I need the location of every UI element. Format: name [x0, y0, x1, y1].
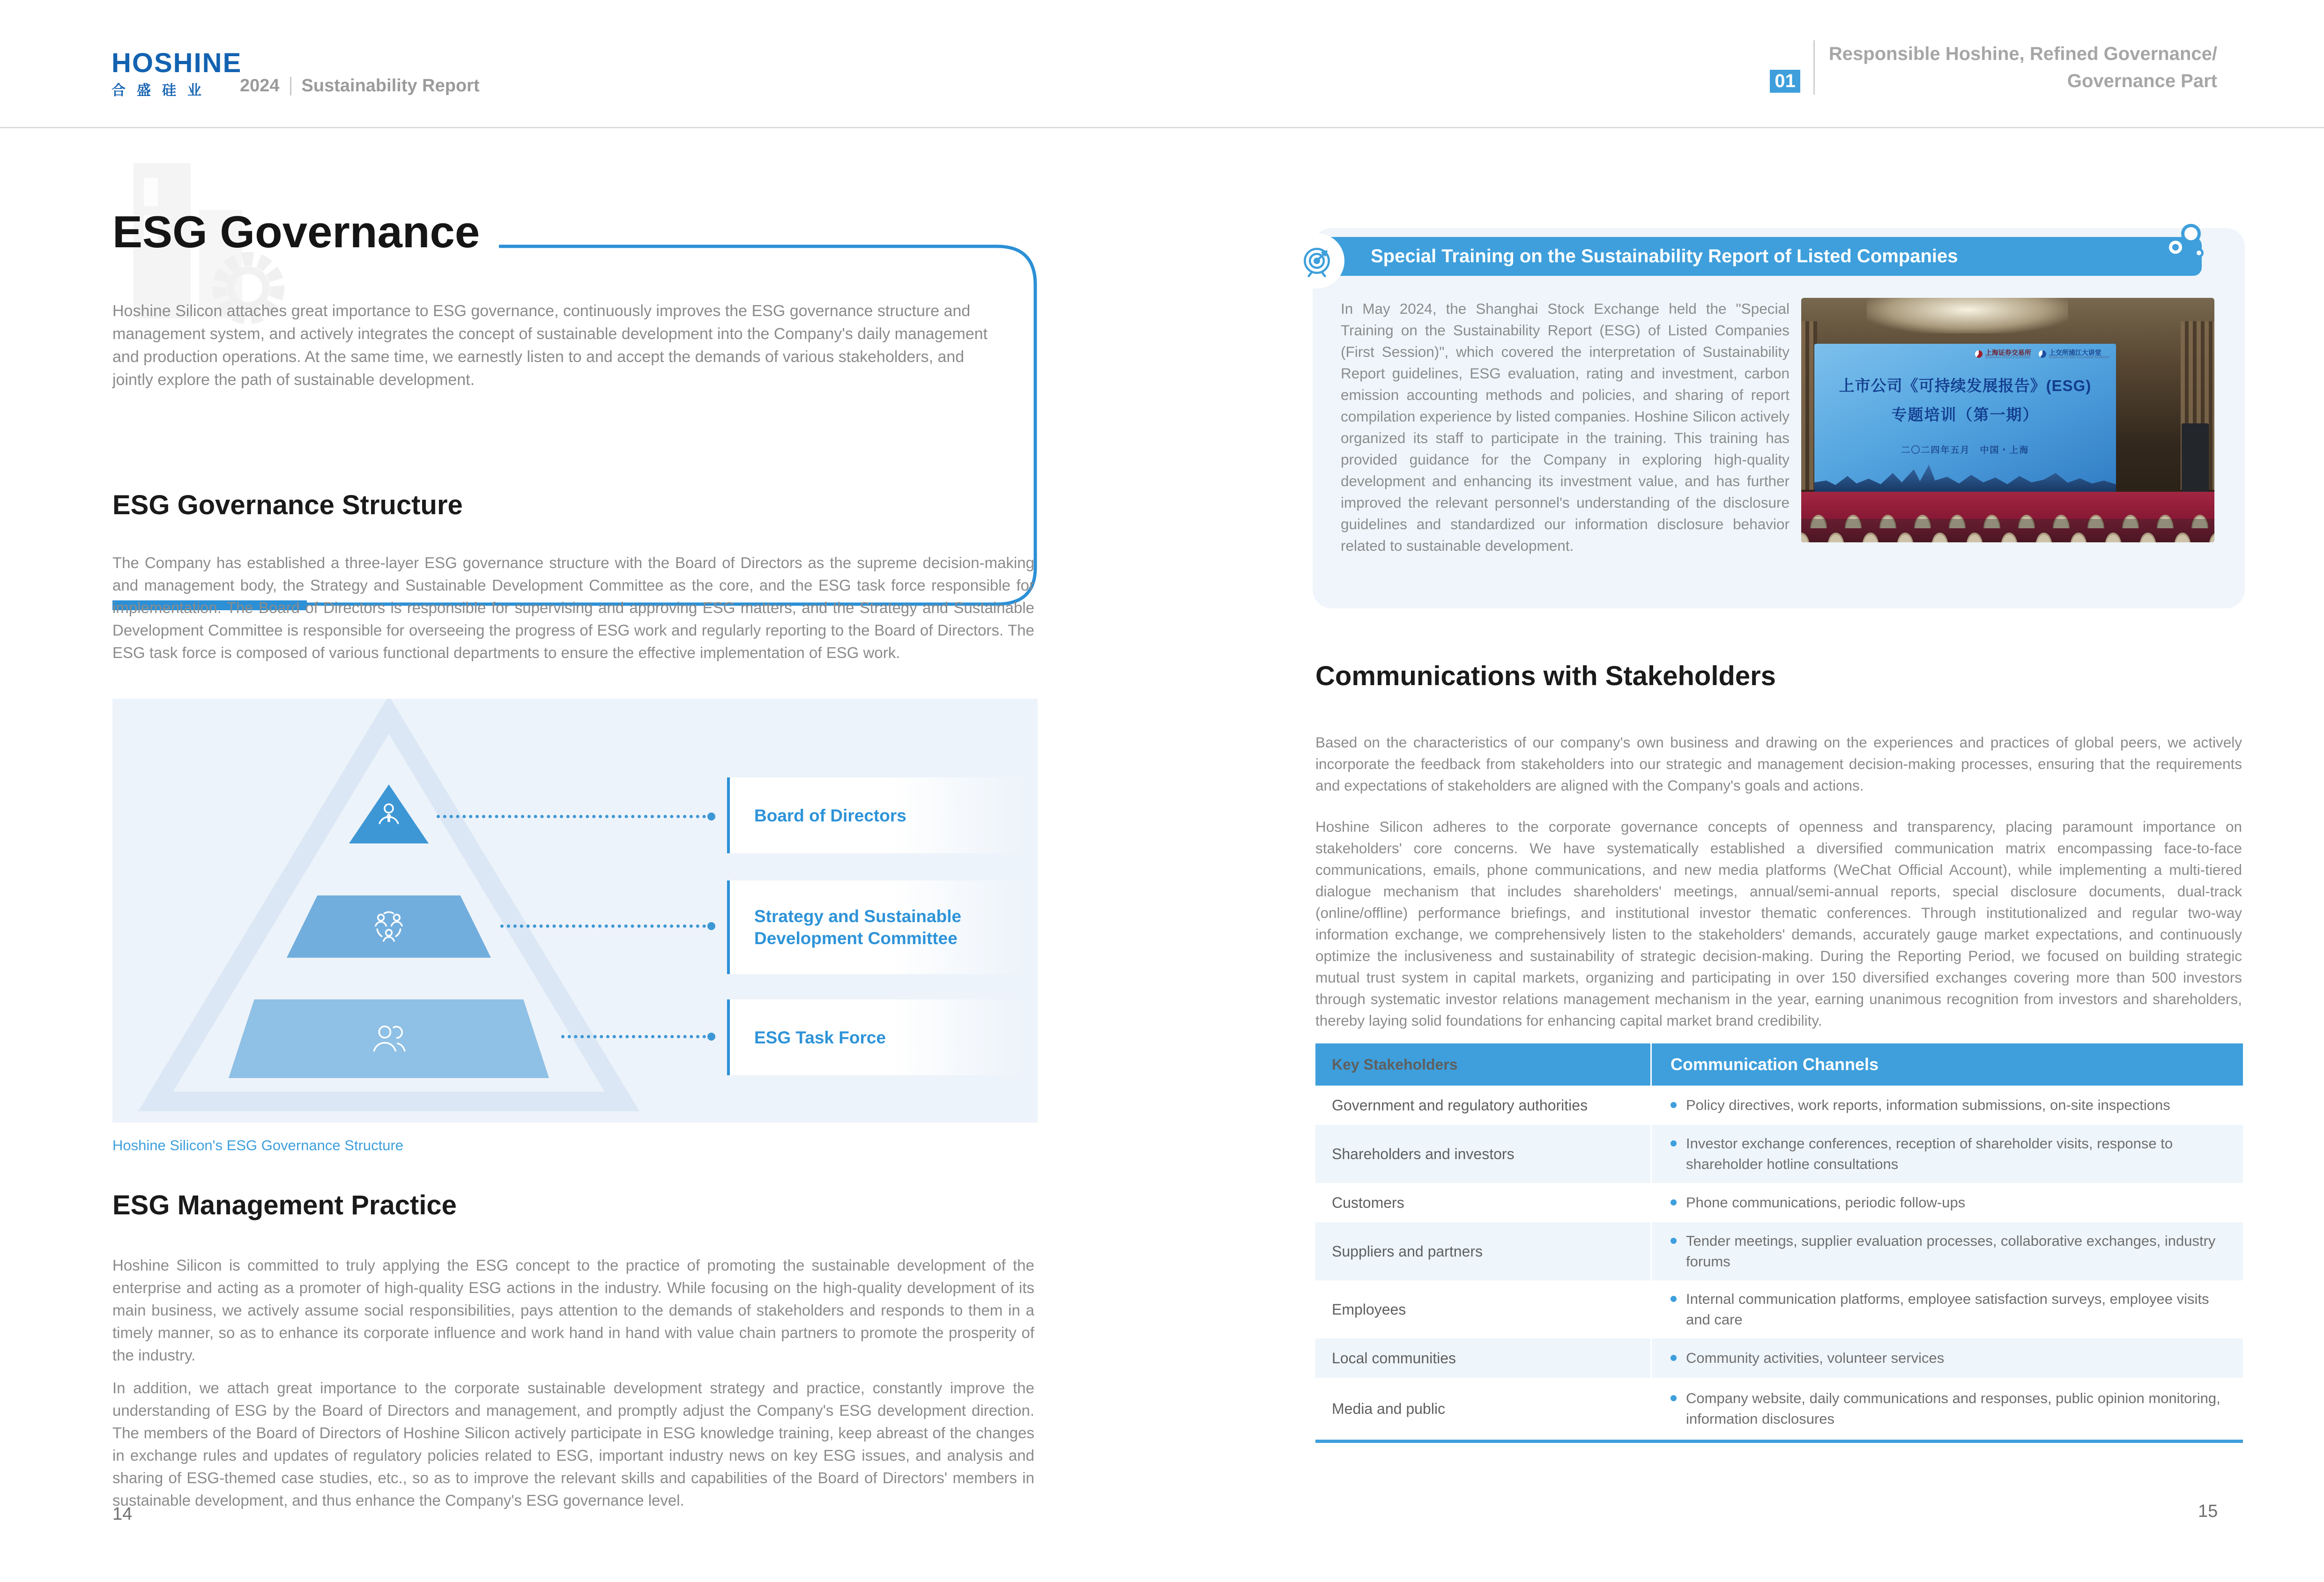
chandelier: [1867, 298, 2068, 333]
person-icon: [374, 799, 404, 829]
connector-line-board: [437, 815, 706, 818]
intro-paragraph: Hoshine Silicon attaches great importance to ESG governance, continuously improves the ESG governance structure and management system, and actively integrates the concept of sustainable development into the Company's daily management and production operations. At the same time, we earnestly listen to and accept the demands of various stakeholders, and jointly explore the path of sustainable development.: [112, 302, 988, 389]
hoshine-logo: [111, 50, 242, 99]
screen-title-line1: 上市公司《可持续发展报告》(ESG): [1839, 377, 2092, 394]
bullet-icon: [1671, 1355, 1677, 1361]
sse-logo: [1975, 349, 2031, 359]
sse-academy-logo: [2039, 349, 2109, 359]
chapter-divider: [1813, 40, 1815, 95]
stakeholder-cell: Government and regulatory authorities: [1332, 1096, 1588, 1114]
communications-paragraph1: Based on the characteristics of our company's own business and drawing on the experiences and practices of global peers, we actively incorporate the feedback from stakeholders into our strategic and management decision-making processes, ensuring that the requirements and expectations of stakeholders are aligned with the Company's goals and actions.: [1315, 734, 2242, 794]
sse-academy-logo-en: SHANGHAI STOCK EXCHANGE ACADEMY: [2049, 356, 2109, 359]
table-row: [1315, 1125, 2243, 1183]
logo-wordmark: HOSHINE: [111, 48, 242, 78]
connector-line-taskforce: [561, 1035, 706, 1038]
table-row: [1315, 1086, 2243, 1125]
bullet-icon: [1671, 1296, 1677, 1302]
decorative-circle-ring: [2169, 241, 2182, 254]
label-board-of-directors: Board of Directors: [727, 777, 1024, 853]
report-meta: [240, 76, 480, 96]
stakeholder-cell: Suppliers and partners: [1332, 1242, 1483, 1260]
governance-structure-paragraph: The Company has established a three-layer ESG governance structure with the Board of Directors as the supreme decision-making and management body, the Strategy and Sustainable Development Committee as the core, and the ESG task force responsible for implementation. The Board of Directors is responsible for supervising and approving ESG matters, and the Strategy and Sustainable Development Committee is responsible for overseeing the progress of ESG work and regularly reporting to the Board of Directors. The ESG task force is composed of various functional departments to ensure the effective implementation of ESG work.: [112, 554, 1034, 661]
channels-cell: Investor exchange conferences, reception of shareholder visits, response to shareholder hotline consultations: [1686, 1135, 2173, 1172]
screen-title-line2: 专题培训（第一期）: [1891, 406, 2039, 423]
bullet-icon: [1671, 1395, 1677, 1401]
stakeholder-table: [1315, 1043, 2243, 1443]
connector-line-committee: [500, 924, 706, 928]
chapter-title-line1: Responsible Hoshine, Refined Governance/: [1828, 44, 2217, 64]
sse-academy-logo-cn: 上交所浦江大讲堂: [2049, 349, 2101, 356]
logo-chinese: 合盛硅业: [111, 83, 213, 98]
training-photo: [1801, 298, 2214, 542]
stakeholder-cell: Employees: [1332, 1301, 1406, 1318]
meta-divider: [290, 77, 291, 96]
channels-cell: Community activities, volunteer services: [1686, 1350, 1945, 1366]
table-header-channels: Communication Channels: [1671, 1055, 1879, 1074]
report-year: 2024: [240, 76, 280, 96]
table-row: [1315, 1222, 2243, 1280]
channels-cell: Phone communications, periodic follow-ups: [1686, 1194, 1966, 1211]
channels-cell: Company website, daily communications and responses, public opinion monitoring, information disclosures: [1686, 1390, 2220, 1427]
table-row: [1315, 1280, 2243, 1338]
sse-logo-cn: 上海证券交易所: [1985, 349, 2031, 356]
chapter-header: [1770, 40, 2217, 95]
channels-cell: Policy directives, work reports, information submissions, on-site inspections: [1686, 1097, 2170, 1113]
page-title: ESG Governance: [112, 207, 480, 257]
sse-logo-en: SHANGHAI STOCK EXCHANGE: [1985, 356, 2030, 359]
training-card-title: Special Training on the Sustainability Report of Listed Companies: [1371, 246, 1958, 266]
stakeholder-cell: Customers: [1332, 1194, 1404, 1211]
report-title: Sustainability Report: [301, 76, 480, 96]
training-card-header: [1311, 237, 2202, 276]
channels-cell: Tender meetings, supplier evaluation processes, collaborative exchanges, industry forums: [1686, 1233, 2216, 1270]
chapter-title-line2: Governance Part: [2067, 71, 2217, 91]
chapter-title: [1829, 40, 2217, 95]
table-header-stakeholders: Key Stakeholders: [1332, 1056, 1458, 1073]
screen-date-line: 二〇二四年五月 中国・上海: [1901, 445, 2029, 455]
decorative-circle-small: [2194, 248, 2204, 258]
stakeholder-cell: Local communities: [1332, 1349, 1456, 1367]
team-icon: [368, 906, 410, 948]
diagram-caption: Hoshine Silicon's ESG Governance Structure: [112, 1137, 404, 1153]
bullet-icon: [1671, 1140, 1677, 1146]
group-icon: [367, 1017, 410, 1060]
channels-cell: Internal communication platforms, employee satisfaction surveys, employee visits and care: [1686, 1291, 2209, 1328]
bullet-icon: [1671, 1199, 1677, 1205]
chair-row-front: [1801, 519, 2214, 542]
screen-logos: [1975, 349, 2109, 359]
section-heading-governance-structure: ESG Governance Structure: [112, 490, 463, 520]
management-practice-paragraph1: Hoshine Silicon is committed to truly applying the ESG concept to the practice of promoting the sustainable development of the enterprise and acting as a promoter of high-quality ESG actions in the industry. While focusing on the high-quality development of its main business, we actively assume social responsibilities, pays attention to the demands of stakeholders and responds to them in a timely manner, so as to enhance its corporate influence and work hand in hand with value chain partners to promote the prosperity of the industry.: [112, 1257, 1034, 1364]
bullet-icon: [1671, 1102, 1677, 1108]
esg-structure-diagram: [112, 699, 1038, 1123]
section-heading-management-practice: ESG Management Practice: [112, 1190, 457, 1220]
header-rule: [0, 127, 2324, 128]
decorative-circle-large: [2181, 224, 2201, 244]
section-heading-communications: Communications with Stakeholders: [1315, 661, 1776, 691]
chapter-number-badge: 01: [1770, 70, 1800, 93]
label-strategy-committee: Strategy and Sustainable Development Committee: [727, 880, 1024, 974]
management-practice-paragraph2: In addition, we attach great importance to the corporate sustainable development strategy and practice, constantly improve the understanding of ESG by the Board of Directors and management, and promptly adjust the Company's ESG development direction. The members of the Board of Directors of Hoshine Silicon actively participate in ESG knowledge training, keep abreast of the changes in exchange rules and updates of regulatory policies related to ESG, important industry news on key ESG issues, and analysis and sharing of ESG-themed case studies, etc., so as to improve the relevant skills and capabilities of the Board of Directors' members in sustainable development, and thus enhance the Company's ESG governance level.: [112, 1379, 1034, 1509]
led-screen: [1814, 344, 2116, 499]
stakeholder-cell: Media and public: [1332, 1400, 1445, 1417]
pyramid-level-committee: [287, 895, 491, 958]
table-row: [1315, 1378, 2243, 1440]
target-icon: [1299, 244, 1334, 278]
training-card-body: In May 2024, the Shanghai Stock Exchange held the "Special Training on the Sustainability Report (ESG) of Listed Companies (First Session)", which covered the interpretation of Sustainability Report guidelines, ESG evaluation, rating and investment, carbon emission accounting methods and policies, and sharing of report compilation experience by listed companies. Hoshine Silicon actively organized its staff to participate in the training. This training has provided guidance for the Company in exploring high-quality development and enhancing its investment value, and has further improved the relevant personnel's understanding of the disclosure guidelines and standardized our information disclosure behavior related to sustainable development.: [1341, 300, 1789, 554]
communications-paragraph2: Hoshine Silicon adheres to the corporate governance concepts of openness and transparency, placing paramount importance on stakeholders' core concerns. We have systematically established a diversified communication matrix encompassing face-to-face communications, emails, phone communications, and new media platforms (WeChat Official Account), while implementing a multi-tiered dialogue mechanism that includes shareholders' meetings, annual/semi-annual reports, special disclosure documents, dual-track (online/offline) performance briefings, and institutional investor thematic conferences. Through institutionalized and regular two-way information exchange, we comprehensively listen to the stakeholders' demands, accurately gauge market expectations, and continuously optimize the inclusiveness and sustainability of strategic decision-making. During the Reporting Period, we focused on building strategic mutual trust system in capital markets, organizing and participating in over 150 diversified exchanges covering more than 500 investors through systematic investor relations management mechanism in the year, earning unanimous recognition from investors and shareholders, thereby laying solid foundations for enhancing capital market brand credibility.: [1315, 818, 2242, 1029]
bullet-icon: [1671, 1238, 1677, 1244]
page-number-left: 14: [112, 1504, 133, 1524]
table-row: [1315, 1338, 2243, 1378]
table-header-row: [1315, 1043, 2243, 1086]
label-esg-task-force: ESG Task Force: [727, 999, 1024, 1075]
table-row: [1315, 1183, 2243, 1222]
sse-academy-logo-icon: [2039, 350, 2046, 358]
stakeholder-cell: Shareholders and investors: [1332, 1145, 1515, 1162]
pyramid-level-taskforce: [229, 999, 549, 1078]
target-icon-badge: [1289, 233, 1344, 288]
page-number-right: 15: [2198, 1501, 2218, 1521]
sse-logo-icon: [1975, 350, 1982, 358]
